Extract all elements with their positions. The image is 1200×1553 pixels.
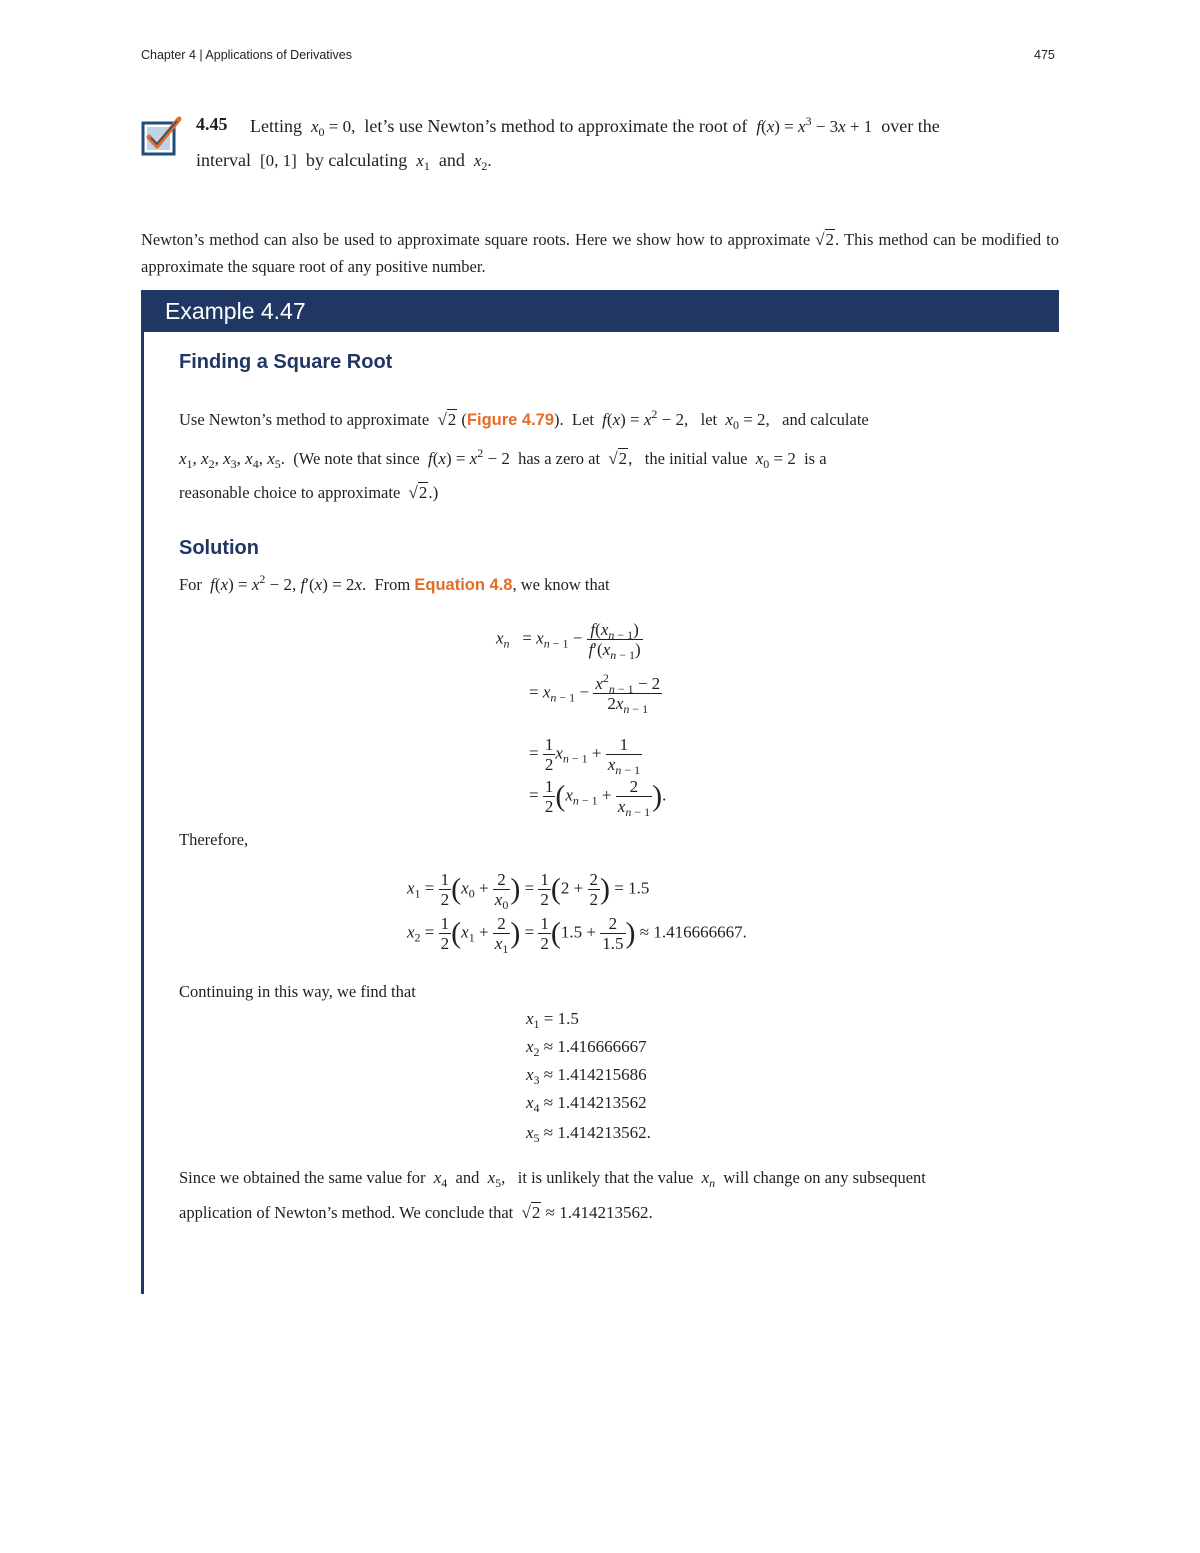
problem-text: and calculate: [782, 410, 869, 429]
problem-text: (We note that since: [293, 449, 420, 468]
therefore-text: Therefore,: [179, 830, 249, 849]
checkpoint-line-1: Letting $x_0 = 0$, let’s use Newton’s method to approximate the root of $f(x) = x^3 - 3x + 1$ over the: [250, 114, 940, 139]
conclusion-line-1: Since we obtained the same value for $x_4$ and $x_5$, it is unlikely that the value $x_n$ will change on any subsequent: [179, 1168, 926, 1190]
problem-text: Let: [571, 410, 594, 429]
example-left-rule: [141, 332, 144, 1294]
x1-value: 1.5: [628, 878, 650, 898]
equation-line-3: = $\frac{1}{2}$ $x_{n - 1}$ + $\frac{1}{x_{n - 1}}$: [529, 735, 641, 777]
conclusion-value: 1.414213562.: [559, 1203, 653, 1222]
solution-text: From: [374, 575, 411, 594]
iterate-row: $x_3 \approx 1.414215686$: [526, 1065, 647, 1087]
conclusion-text: it is unlikely that the value: [517, 1168, 694, 1187]
problem-text: has a zero at: [518, 449, 601, 468]
x1-computation: $x_1$ = $\frac{1}{2}$ ($x_0$ + $\frac{2}{x_0}$ ) = $\frac{1}{2}$ (2 + $\frac{2}{2}$ ) = 1.5: [407, 870, 650, 912]
page-number: 475: [1034, 48, 1055, 62]
running-header-chapter: Chapter 4 | Applications of Derivatives: [141, 48, 352, 62]
checkpoint-text: over the: [881, 116, 940, 136]
solution-line-1: For $f(x) = x^2 - 2$, f′(x) = 2x. From Equation 4.8, we know that: [179, 572, 610, 594]
problem-text: let: [700, 410, 718, 429]
conclusion-line-2: application of Newton’s method. We conclude that √2 ≈ 1.414213562.: [179, 1203, 653, 1222]
conclusion-text: application of Newton’s method. We conclude that: [179, 1203, 514, 1222]
checkpoint-number: 4.45: [196, 114, 228, 134]
checkpoint-text: Letting: [250, 116, 302, 136]
iterate-row: $x_5 \approx 1.414213562$.: [526, 1123, 651, 1145]
x2-value: 1.416666667.: [653, 922, 747, 942]
problem-line-1: Use Newton’s method to approximate √2 (Figure 4.79). Let $f(x) = x^2 - 2$, let $x_0 = 2$, and calculate: [179, 407, 869, 432]
equation-line-2: = $x_{n - 1}$ − $\frac{x^2_{n - 1} - 2}{2x_{n - 1}}$: [529, 671, 661, 716]
solution-title: Solution: [179, 537, 259, 559]
figure-link[interactable]: Figure 4.79: [466, 411, 555, 429]
equation-line-1: $x_n = x_{n - 1}$ − $\frac{f(x_{n - 1})}{f'(x_{n - 1})}$: [496, 620, 641, 662]
problem-line-2: $x_1$, $x_2$, $x_3$, $x_4$, $x_5$. (We note that since $f(x) = x^2 - 2$ has a zero at √2, the initial value $x_0 = 2$ is a: [179, 446, 827, 471]
problem-text: is a: [804, 449, 827, 468]
example-title: Finding a Square Root: [179, 351, 393, 373]
conclusion-text: Since we obtained the same value for: [179, 1168, 426, 1187]
intro-text: Newton’s method can also be used to approximate square roots. Here we show how to approximate: [141, 230, 811, 249]
iterate-row: $x_1 = 1.5$: [526, 1009, 579, 1031]
checkpoint-text: and: [438, 150, 465, 170]
checkpoint-text: interval: [196, 150, 251, 170]
conclusion-text: and: [455, 1168, 480, 1187]
example-header: Example 4.47: [141, 290, 1059, 332]
checkpoint-line-2: interval [0, 1] by calculating $x_1$ and $x_2$.: [196, 150, 492, 173]
x2-computation: $x_2$ = $\frac{1}{2}$ ($x_1$ + $\frac{2}{x_1}$ ) = $\frac{1}{2}$ (1.5 + $\frac{2}{1.5}$ ) ≈ 1.416666667.: [407, 914, 747, 956]
intro-paragraph: Newton’s method can also be used to approximate square roots. Here we show how to approximate √2. This method can be modified to approximate the square root of any positive number.: [141, 230, 1060, 276]
solution-text: , we know that: [512, 575, 610, 594]
iterate-row: $x_4 \approx 1.414213562$: [526, 1093, 647, 1115]
equation-line-4: = $\frac{1}{2}$ ($x_{n - 1}$ + $\frac{2}{x_{n - 1}}$ ).: [529, 777, 667, 819]
continuing-text: Continuing in this way, we find that: [179, 982, 416, 1001]
problem-text: the initial value: [644, 449, 748, 468]
solution-text: For: [179, 575, 202, 594]
problem-text: reasonable choice to approximate: [179, 483, 401, 502]
intro-text: This method can be modified to approximate the square root of any positive number.: [141, 230, 1060, 276]
equation-link[interactable]: Equation 4.8: [414, 576, 513, 594]
problem-text: Use Newton’s method to approximate: [179, 410, 430, 429]
conclusion-text: will change on any subsequent: [723, 1168, 926, 1187]
iterate-row: $x_2 \approx 1.416666667$: [526, 1037, 647, 1059]
problem-line-3: reasonable choice to approximate √2.): [179, 483, 439, 502]
checkpoint-text: let’s use Newton’s method to approximate the root of: [364, 116, 748, 136]
checkmark-box-icon: [141, 115, 183, 157]
checkpoint-text: by calculating: [305, 150, 408, 170]
